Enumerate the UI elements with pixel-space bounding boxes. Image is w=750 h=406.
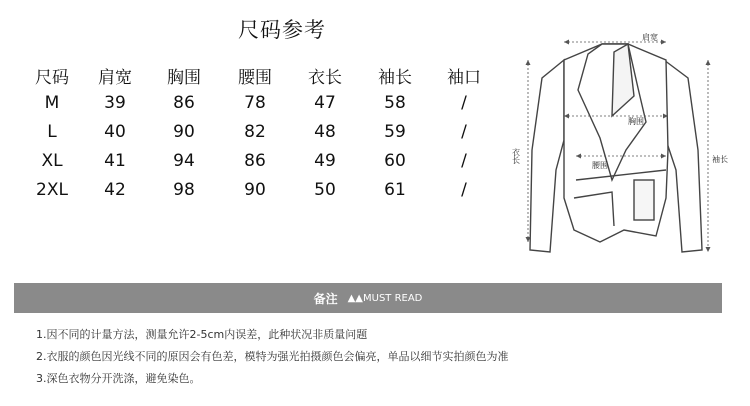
table-cell: 48 — [314, 121, 336, 142]
notes-list — [36, 324, 716, 390]
table-cell: 61 — [384, 179, 406, 200]
table-cell: 60 — [384, 150, 406, 171]
table-cell: 59 — [384, 121, 406, 142]
table-cell: XL — [41, 150, 63, 171]
table-cell: L — [47, 121, 57, 142]
sleeve-label: 袖长 — [712, 155, 728, 164]
column-header: 袖口 — [447, 67, 481, 88]
table-cell: 49 — [314, 150, 336, 171]
table-cell: 2XL — [36, 179, 68, 200]
table-cell: 86 — [173, 92, 195, 113]
table-cell: 58 — [384, 92, 406, 113]
table-cell: 90 — [244, 179, 266, 200]
column-header: 尺码 — [35, 67, 69, 88]
table-cell: / — [461, 179, 467, 200]
table-cell: 42 — [104, 179, 126, 200]
waist-label: 腰围 — [592, 161, 608, 170]
column-header: 胸围 — [167, 67, 201, 88]
table-cell: 47 — [314, 92, 336, 113]
table-cell: 90 — [173, 121, 195, 142]
table-row — [22, 117, 498, 146]
note-item: 1.因不同的计量方法，测量允许2-5cm内误差，此种状况非质量问题 — [36, 328, 368, 341]
column-header: 袖长 — [378, 67, 412, 88]
table-row — [22, 88, 498, 117]
table-cell: M — [44, 92, 60, 113]
note-item: 2.衣服的颜色因光线不同的原因会有色差，模特为强光拍摄颜色会偏亮，单品以细节实拍颜色为准 — [36, 350, 509, 363]
table-cell: 86 — [244, 150, 266, 171]
table-cell: 50 — [314, 179, 336, 200]
table-cell: 39 — [104, 92, 126, 113]
notes-banner — [14, 283, 722, 313]
banner-title: 备注 — [313, 291, 338, 306]
table-cell: / — [461, 92, 467, 113]
jacket-outline — [530, 44, 702, 252]
column-header: 腰围 — [238, 67, 272, 88]
table-cell: 40 — [104, 121, 126, 142]
table-cell: 41 — [104, 150, 126, 171]
table-row — [22, 175, 498, 204]
jacket-measurement-diagram — [511, 30, 728, 260]
note-item: 3.深色衣物分开洗涤，避免染色。 — [36, 372, 201, 385]
table-cell: 94 — [173, 150, 195, 171]
column-header: 肩宽 — [98, 67, 132, 88]
column-header: 衣长 — [308, 67, 342, 88]
length-label: 衣长 — [511, 148, 521, 164]
shoulder-label: 肩宽 — [642, 33, 658, 42]
banner-subtitle: ▲▲MUST READ — [347, 292, 423, 304]
table-cell: / — [461, 121, 467, 142]
size-table — [22, 62, 498, 204]
page-title: 尺码参考 — [238, 18, 326, 42]
table-cell: 98 — [173, 179, 195, 200]
table-row — [22, 146, 498, 175]
chest-label: 胸围 — [628, 117, 644, 126]
table-cell: 82 — [244, 121, 266, 142]
table-cell: / — [461, 150, 467, 171]
table-cell: 78 — [244, 92, 266, 113]
table-header-row — [22, 62, 498, 88]
